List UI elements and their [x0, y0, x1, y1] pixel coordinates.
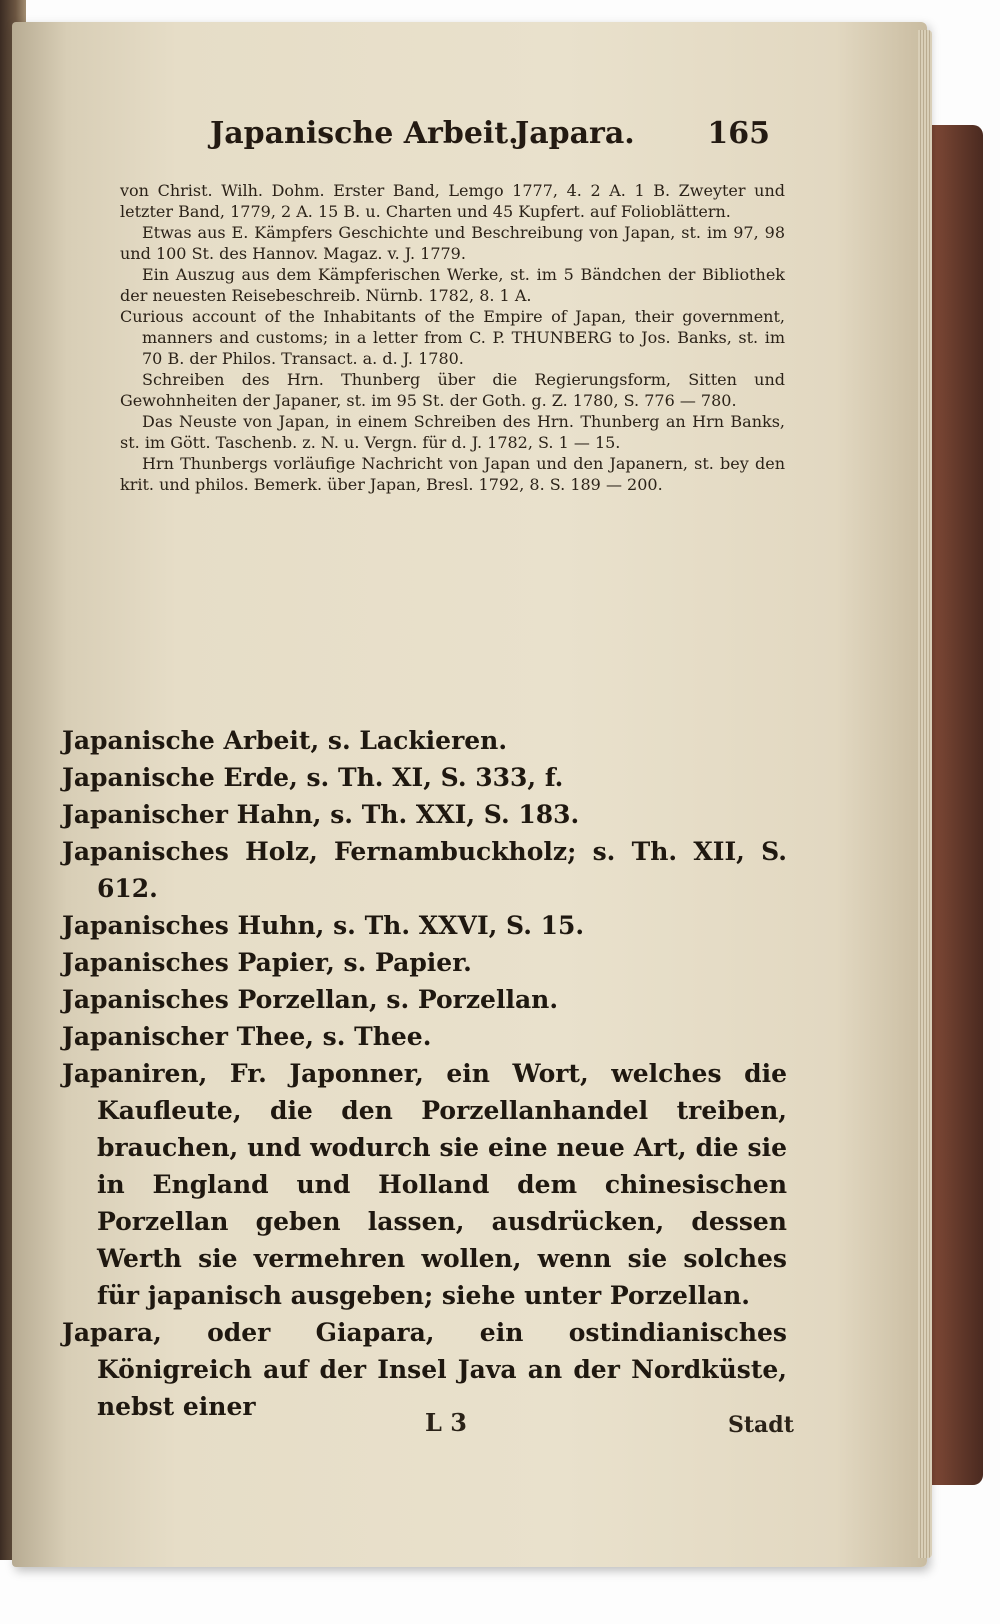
lexicon-entry: Japanisches Papier, s. Papier. — [62, 948, 472, 977]
bibliography-paragraph: Hrn Thunbergs vorläufige Nachricht von Japan und den Japanern, st. bey den krit. und philos. Bemerk. über Japan, Bresl. 1792, 8. S. 189 — 200. — [120, 454, 785, 494]
bibliography-paragraph: Ein Auszug aus dem Kämpferischen Werke, st. im 5 Bändchen der Bibliothek der neuesten Reisebeschreib. Nürnb. 1782, 8. 1 A. — [120, 265, 785, 305]
lexicon-entry: Japanisches Holz, Fernambuckholz; s. Th. XII, S. 612. — [62, 837, 787, 903]
header-left: Japanische Arbeit. — [210, 116, 519, 151]
bibliography-paragraph: von Christ. Wilh. Dohm. Erster Band, Lemgo 1777, 4. 2 A. 1 B. Zweyter und letzter Band, 1779, 2 A. 15 B. u. Charten und 45 Kupfert. auf Folioblättern. — [120, 181, 785, 221]
bibliography-paragraph: Etwas aus E. Kämpfers Geschichte und Beschreibung von Japan, st. im 97, 98 und 100 St. des Hannov. Magaz. v. J. 1779. — [120, 223, 785, 263]
lexicon-entry: Japanische Arbeit, s. Lackieren. — [62, 726, 508, 755]
header-middle: Japara. — [515, 116, 635, 151]
page-edges — [918, 30, 932, 1558]
signature-mark: L 3 — [425, 1408, 467, 1437]
lexicon-entry: Japanisches Porzellan, s. Porzellan. — [62, 985, 559, 1014]
bibliography-block — [120, 180, 785, 495]
page-number: 165 — [707, 116, 770, 151]
running-header — [210, 116, 770, 164]
bibliography-paragraph: Schreiben des Hrn. Thunberg über die Regierungsform, Sitten und Gewohnheiten der Japaner, st. im 95 St. der Goth. g. Z. 1780, S. 776 — 780. — [120, 370, 785, 410]
lexicon-entry: Japaniren, Fr. Japonner, ein Wort, welches die Kaufleute, die den Porzellanhandel treiben, brauchen, und wodurch sie eine neue Art, die sie in England und Holland dem chinesischen Porzellan geben lassen, ausdrücken, dessen Werth sie vermehren wollen, wenn sie solches für japanisch ausgeben; siehe unter Porzellan. — [62, 1059, 787, 1310]
catchword: Stadt — [728, 1412, 794, 1438]
lexicon-entry: Japanisches Huhn, s. Th. XXVI, S. 15. — [62, 911, 585, 940]
lexicon-entry: Japanischer Thee, s. Thee. — [62, 1022, 432, 1051]
lexicon-entry: Japara, oder Giapara, ein ostindianisches Königreich auf der Insel Java an der Nordküste, nebst einer — [62, 1318, 787, 1421]
lexicon-entries — [62, 722, 787, 1425]
lexicon-entry: Japanische Erde, s. Th. XI, S. 333, f. — [62, 763, 564, 792]
bibliography-paragraph: Das Neuste von Japan, in einem Schreiben des Hrn. Thunberg an Hrn Banks, st. im Gött. Taschenb. z. N. u. Vergn. für d. J. 1782, S. 1 — 15. — [120, 412, 785, 452]
lexicon-entry: Japanischer Hahn, s. Th. XXI, S. 183. — [62, 800, 580, 829]
bibliography-paragraph: Curious account of the Inhabitants of the Empire of Japan, their government, manners and customs; in a letter from C. P. THUNBERG to Jos. Banks, st. im 70 B. der Philos. Transact. a. d. J. 1780. — [120, 307, 785, 368]
